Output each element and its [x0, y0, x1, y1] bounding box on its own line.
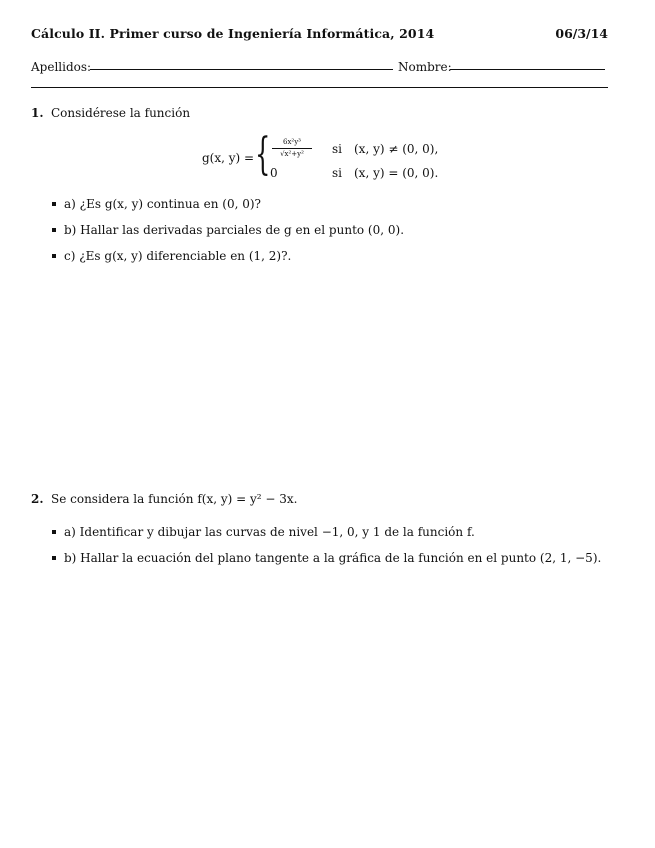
item-text: c) ¿Es g(x, y) diferenciable en (1, 2)?.: [64, 249, 292, 263]
name-label: Nombre:: [398, 60, 452, 74]
question-1-number: 1.: [31, 106, 44, 120]
formula-lhs: g(x, y) =: [202, 151, 255, 165]
surname-line: [90, 69, 393, 70]
bullet-icon: [52, 530, 56, 534]
name-line: [450, 69, 605, 70]
bullet-icon: [52, 202, 56, 206]
bullet-icon: [52, 228, 56, 232]
list-item: [52, 249, 291, 263]
fraction-bar: [272, 148, 312, 149]
formula-condition-1: (x, y) ≠ (0, 0),: [354, 142, 439, 156]
bullet-icon: [52, 556, 56, 560]
surname-label: Apellidos:: [31, 60, 92, 74]
item-text: b) Hallar las derivadas parciales de g en el punto (0, 0).: [64, 223, 405, 237]
formula-zero: 0: [270, 166, 278, 180]
bullet-icon: [52, 254, 56, 258]
question-2-intro: Se considera la función f(x, y) = y² − 3x.: [51, 492, 298, 506]
formula-si-1: si: [332, 142, 342, 156]
list-item: [52, 223, 404, 237]
formula-si-2: si: [332, 166, 342, 180]
list-item: [52, 197, 261, 211]
piecewise-formula: [202, 129, 462, 185]
item-text: a) ¿Es g(x, y) continua en (0, 0)?: [64, 197, 261, 211]
question-1-intro: Considérese la función: [51, 106, 191, 120]
header-divider: [31, 87, 608, 88]
formula-fraction: [272, 138, 312, 159]
fraction-numerator: 6x²y³: [283, 138, 301, 146]
list-item: [52, 551, 601, 565]
item-text: a) Identificar y dibujar las curvas de nivel −1, 0, y 1 de la función f.: [64, 525, 475, 539]
item-text: b) Hallar la ecuación del plano tangente a la gráfica de la función en el punto (2, 1, −5).: [64, 551, 602, 565]
exam-date: 06/3/14: [555, 26, 608, 41]
fraction-denominator: √x²+y²: [280, 150, 304, 158]
left-brace: {: [255, 129, 271, 180]
list-item: [52, 525, 475, 539]
question-2-number: 2.: [31, 492, 44, 506]
exam-title: Cálculo II. Primer curso de Ingeniería Informática, 2014: [31, 26, 435, 41]
formula-condition-2: (x, y) = (0, 0).: [354, 166, 439, 180]
